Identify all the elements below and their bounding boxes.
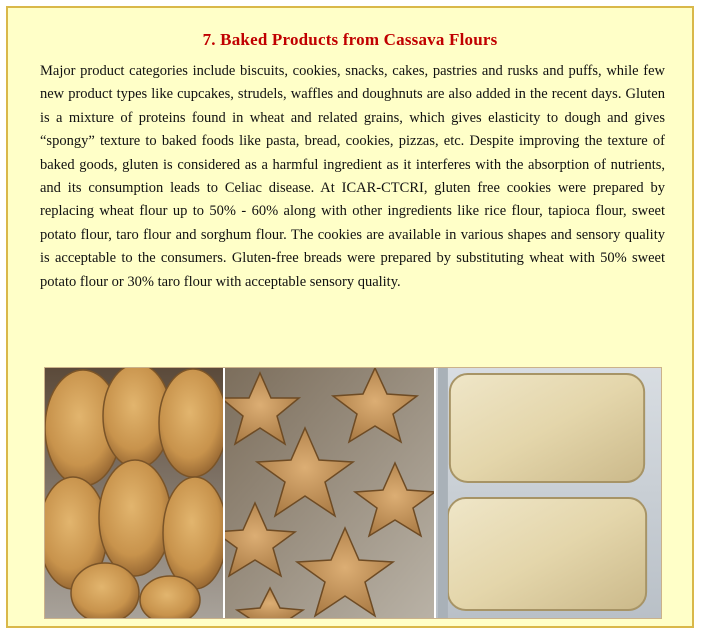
- section-paragraph: Major product categories include biscuits, cookies, snacks, cakes, pastries and rusks and puffs, while few new product types like cupcakes, strudels, waffles and doughnuts are also added in the recent days. Gluten is a mixture of proteins found in wheat and related grains, which gives elasticity to dough and gives “spongy” texture to baked foods like pasta, bread, cookies, pizzas, etc. Despite improving the texture of baked goods, gluten is considered as a harmful ingredient as it interferes with the absorption of nutrients, and its consumption leads to Celiac disease. At ICAR-CTCRI, gluten free cookies were prepared by replacing wheat flour up to 50% - 60% along with other ingredients like rice flour, tapioca flour, sweet potato flour, taro flour and sorghum flour. The cookies are available in various shapes and sensory quality is acceptable to the consumers. Gluten-free breads were prepared by substituting wheat with 50% sweet potato flour or 30% taro flour with acceptable sensory quality.: [40, 63, 665, 290]
- oval-cookies-photo: [45, 368, 223, 618]
- content-panel: [6, 6, 694, 628]
- bread-loaves-photo: [434, 368, 661, 618]
- section-title: 7. Baked Products from Cassava Flours: [202, 30, 498, 49]
- photo-strip: [44, 367, 662, 619]
- star-cookies-photo: [223, 368, 434, 618]
